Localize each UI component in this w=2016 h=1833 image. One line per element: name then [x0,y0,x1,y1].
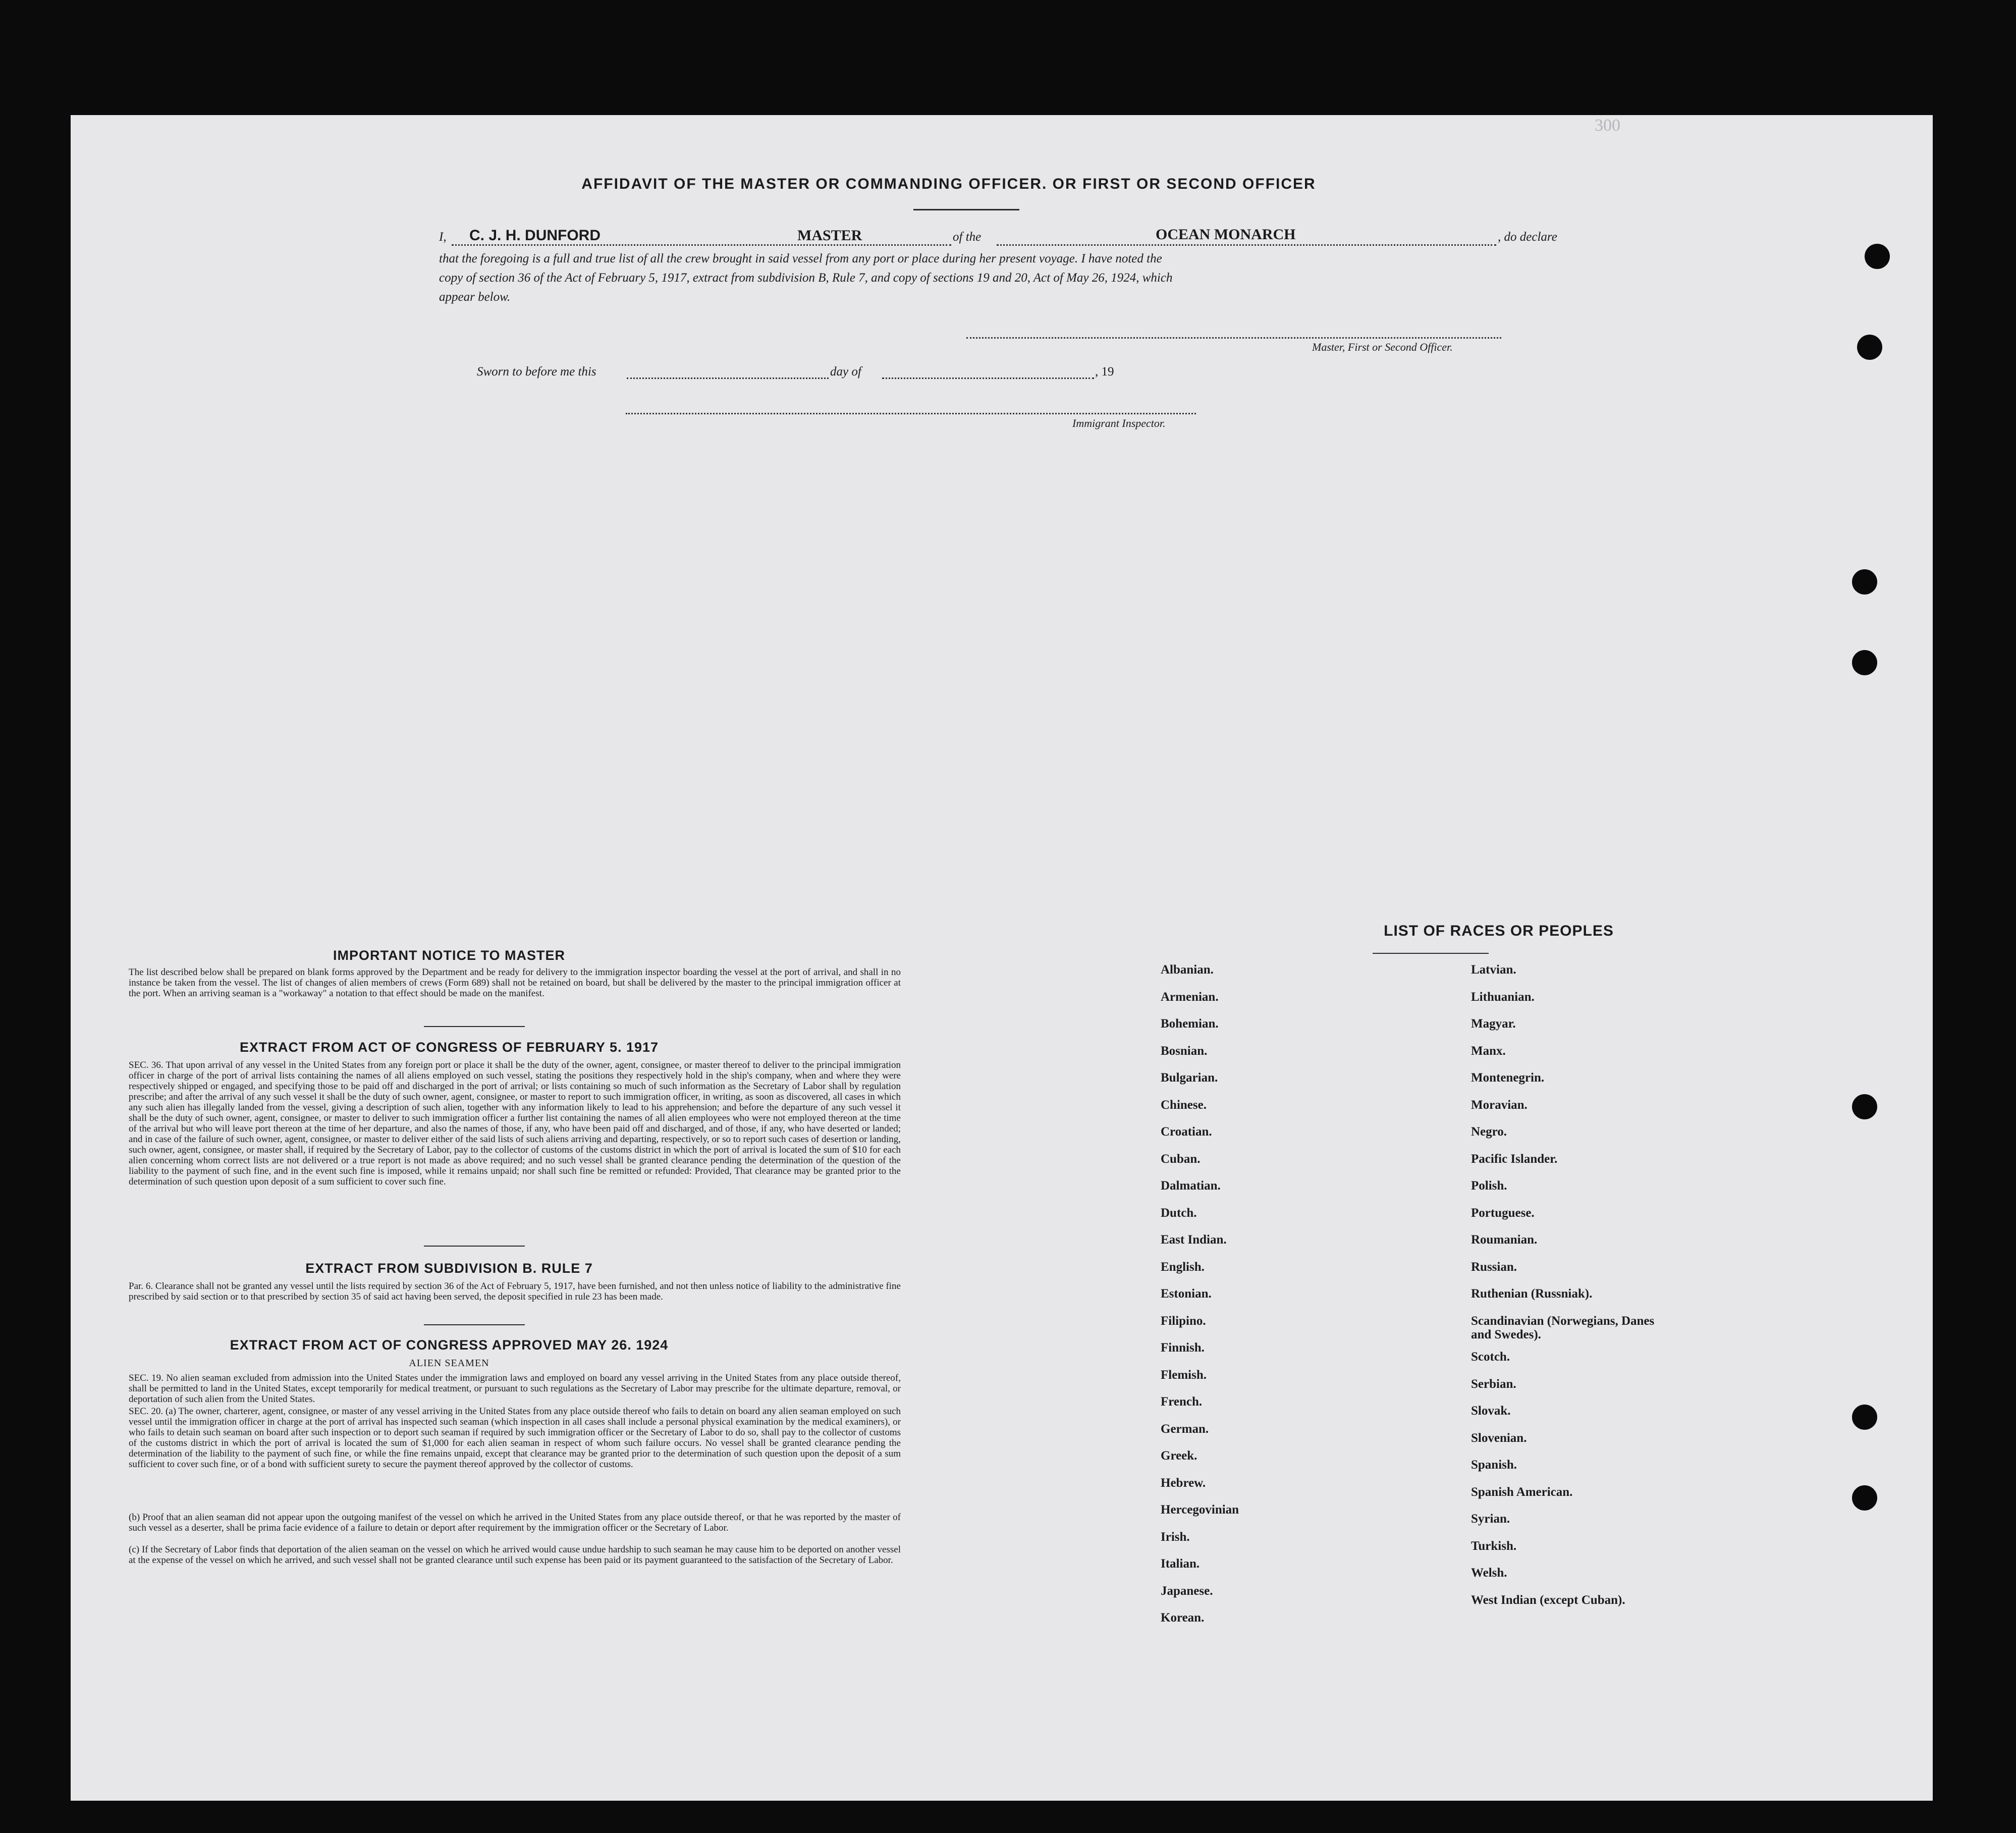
extract-1917-heading: EXTRACT FROM ACT OF CONGRESS OF FEBRUARY 5. 1917 [239,1040,659,1055]
punch-hole [1865,244,1890,269]
vessel-name: OCEAN MONARCH [1156,226,1296,243]
manifest-page [71,115,1933,1801]
races-divider [1373,953,1489,954]
race-item: German. [1161,1422,1209,1436]
do-declare-label: , do declare [1498,230,1557,244]
master-name-line [452,244,951,246]
race-item: Welsh. [1471,1566,1507,1580]
of-the-label: of the [953,230,982,244]
signature-caption: Master, First or Second Officer. [1312,341,1453,353]
race-item: Armenian. [1161,990,1219,1004]
race-item: Turkish. [1471,1539,1517,1553]
race-item: Serbian. [1471,1377,1516,1391]
race-item: Dalmatian. [1161,1179,1221,1193]
rule7-heading: EXTRACT FROM SUBDIVISION B. RULE 7 [305,1261,593,1276]
race-item: Bosnian. [1161,1044,1208,1058]
race-item: Moravian. [1471,1098,1528,1112]
race-item: Scotch. [1471,1350,1510,1364]
race-item: Finnish. [1161,1341,1205,1355]
punch-hole [1852,569,1877,595]
race-item: Polish. [1471,1179,1507,1193]
race-item: Montenegrin. [1471,1071,1545,1085]
race-item: Negro. [1471,1125,1507,1139]
race-item: Cuban. [1161,1152,1201,1166]
punch-hole [1857,335,1882,360]
extract-1924-sec20b: (b) Proof that an alien seaman did not appear upon the outgoing manifest of the vessel on which he arrived in the United States from any place outside thereof, or that he was reported by the master of such vessel as a deserter, shall be prima facie evidence of a failure to detain or deport after requirement by the immigration officer or the Secretary of Labor. [129,1512,901,1533]
race-item: Spanish American. [1471,1485,1573,1499]
race-item: Roumanian. [1471,1233,1538,1247]
race-item: Manx. [1471,1044,1506,1058]
race-item: Hercegovinian [1161,1503,1239,1517]
race-item: East Indian. [1161,1233,1227,1247]
extract-1917-body: SEC. 36. That upon arrival of any vessel in the United States from any foreign port or place it shall be the duty of the owner, agent, consignee, or master thereof to deliver to the principal immigration officer in charge of the port of arrival lists containing the names of all aliens employed on such vessel, stating the positions they respectively hold in the ship's company, when and where they were respectively shipped or engaged, and specifying those to be paid off and discharged in the port of arrival; or lists containing so much of such information as the Secretary of Labor shall by regulation prescribe; and after the arrival of any such vessel it shall be the duty of such owner, agent, consignee, or master to report to such immigration officer, in writing, as soon as discovered, all cases in which any such alien has illegally landed from the vessel, giving a description of such alien, together with any information likely to lead to his apprehension; and before the departure of any such vessel it shall be the duty of such owner, agent, consignee, or master to deliver to such immigration officer a further list containing the names of all alien employees who were not employed thereon at the time of the arrival but who will leave port thereon at the time of her departure, and also the names of those, if any, who have been paid off and discharged, and of those, if any, who have deserted or landed; and in case of the failure of such owner, agent, consignee, or master to deliver either of the said lists of such aliens arriving and departing, respectively, or so to report such cases of desertion or landing, such owner, agent, consignee, or master shall, if required by the Secretary of Labor, pay to the collector of customs of the customs district in which the port of arrival is located the sum of $10 for each alien concerning whom correct lists are not delivered or a true report is not made as above required; and no such vessel shall be granted clearance pending the determination of the question of the liability to the payment of such fine, and in the event such fine is imposed, while it remains unpaid; nor shall such fine be remitted or refunded: Provided, That clearance may be granted prior to the determination of such question upon deposit of a sum sufficient to cover such fine. [129,1060,901,1187]
day-of-label: day of [830,365,861,379]
sworn-month-line [882,378,1094,379]
race-item: Hebrew. [1161,1476,1206,1490]
race-item: West Indian (except Cuban). [1471,1593,1625,1607]
race-item: Ruthenian (Russniak). [1471,1287,1593,1301]
race-item: Italian. [1161,1557,1200,1571]
extract-1917-divider [424,1246,525,1247]
year-prefix: , 19 [1095,365,1114,379]
race-item: Bohemian. [1161,1017,1219,1031]
notice-divider [424,1026,525,1027]
race-item: Korean. [1161,1611,1205,1625]
inspector-signature-line [626,413,1196,414]
title-divider [913,209,1019,210]
race-item: Albanian. [1161,963,1214,977]
race-item: Greek. [1161,1449,1197,1463]
sworn-day-line [627,378,829,379]
master-name: C. J. H. DUNFORD [469,227,601,244]
affidavit-line-4: appear below. [439,290,511,304]
race-item: Slovak. [1471,1404,1511,1418]
race-item: Irish. [1161,1530,1190,1544]
signature-line [966,337,1501,339]
punch-hole [1852,1405,1877,1430]
race-item: Estonian. [1161,1287,1212,1301]
race-item: Latvian. [1471,963,1516,977]
extract-1924-sec19: SEC. 19. No alien seaman excluded from admission into the United States under the immigration laws and employed on board any vessel arriving in the United States from any place outside thereof, shall be permitted to land in the United States, except temporarily for medical treatment, or pursuant to such regulations as the Secretary of Labor may prescribe for the ultimate departure, removal, or deportation of such alien from the United States. [129,1373,901,1405]
affidavit-title: AFFIDAVIT OF THE MASTER OR COMMANDING OFFICER. OR FIRST OR SECOND OFFICER [581,176,1316,192]
race-item: Bulgarian. [1161,1071,1218,1085]
race-item: Japanese. [1161,1584,1213,1598]
race-item: English. [1161,1260,1205,1274]
affidavit-line-2: that the foregoing is a full and true list of all the crew brought in said vessel from any port or place during her present voyage. I have noted the [439,252,1162,265]
race-item: Spanish. [1471,1458,1517,1472]
races-heading: LIST OF RACES OR PEOPLES [1384,923,1614,939]
race-item: Lithuanian. [1471,990,1535,1004]
race-item: Croatian. [1161,1125,1212,1139]
notice-heading: IMPORTANT NOTICE TO MASTER [333,948,565,963]
race-item: Slovenian. [1471,1431,1527,1445]
notice-body: The list described below shall be prepared on blank forms approved by the Department and be ready for delivery to the immigration inspector boarding the vessel at the port of arrival, and shall in no instance be taken from the vessel. The list of changes of alien members of crews (Form 689) shall not be retained on board, but shall be delivered by the master to the principal immigration officer at the port. When an arriving seaman is a "workaway" a notation to that effect should be made on the manifest. [129,967,901,999]
punch-hole [1852,1094,1877,1119]
punch-hole [1852,650,1877,675]
bleed-through-text: 300 [1595,116,1620,135]
race-item: Russian. [1471,1260,1517,1274]
extract-1924-sec20c: (c) If the Secretary of Labor finds that deportation of the alien seaman on the vessel on which he arrived would cause undue hardship to such seaman he may cause him to be deported on another vessel at the expense of the vessel on which he arrived, and such vessel shall not be granted clearance until such expense has been paid or its payment guaranteed to the satisfaction of the Secretary of Labor. [129,1544,901,1566]
race-item: Syrian. [1471,1512,1510,1526]
race-item: Scandinavian (Norwegians, Danes and Swedes). [1471,1314,1655,1341]
sworn-prefix: Sworn to before me this [477,365,596,379]
race-item: Magyar. [1471,1017,1516,1031]
race-item: French. [1161,1395,1203,1409]
affidavit-i-label: I, [439,230,447,244]
extract-1924-heading: EXTRACT FROM ACT OF CONGRESS APPROVED MAY 26. 1924 [230,1337,669,1353]
alien-seamen-subheading: ALIEN SEAMEN [409,1358,489,1369]
race-item: Flemish. [1161,1368,1207,1382]
race-item: Pacific Islander. [1471,1152,1558,1166]
vessel-name-line [997,244,1496,246]
affidavit-line-3: copy of section 36 of the Act of February 5, 1917, extract from subdivision B, Rule 7, and copy of sections 19 and 20, Act of May 26, 1924, which [439,271,1173,285]
rule7-body: Par. 6. Clearance shall not be granted any vessel until the lists required by section 36 of the Act of February 5, 1917, have been furnished, and not then unless notice of liability to the administrative fine prescribed by said section or to that prescribed by section 35 of said act having been served, the deposit specified in rule 23 has been made. [129,1281,901,1302]
race-item: Filipino. [1161,1314,1206,1328]
extract-1924-sec20a: SEC. 20. (a) The owner, charterer, agent, consignee, or master of any vessel arriving in the United States from any place outside thereof who fails to detain on board any alien seaman employed on such vessel until the immigration officer in charge at the port of arrival has inspected such seaman (which inspection in all cases shall include a personal physical examination by the medical examiners), or who fails to detain such seaman on board after such inspection or to deport such seaman if required by such immigration officer or the Secretary of Labor to do so, shall pay to the collector of customs of the customs district in which the port of arrival is located the sum of $1,000 for each alien seaman in respect of whom such failure occurs. No vessel shall be granted clearance pending the determination of the liability to the payment of such fine, or while the fine remains unpaid, except that clearance may be granted prior to the determination of such question upon the deposit of a sum sufficient to cover such fine, or of a bond with sufficient surety to secure the payment thereof approved by the collector of customs. [129,1406,901,1470]
race-item: Chinese. [1161,1098,1207,1112]
race-item: Dutch. [1161,1206,1197,1220]
master-rank: MASTER [797,227,862,244]
rule7-divider [424,1324,525,1325]
inspector-caption: Immigrant Inspector. [1072,417,1166,429]
race-item: Portuguese. [1471,1206,1535,1220]
punch-hole [1852,1485,1877,1511]
